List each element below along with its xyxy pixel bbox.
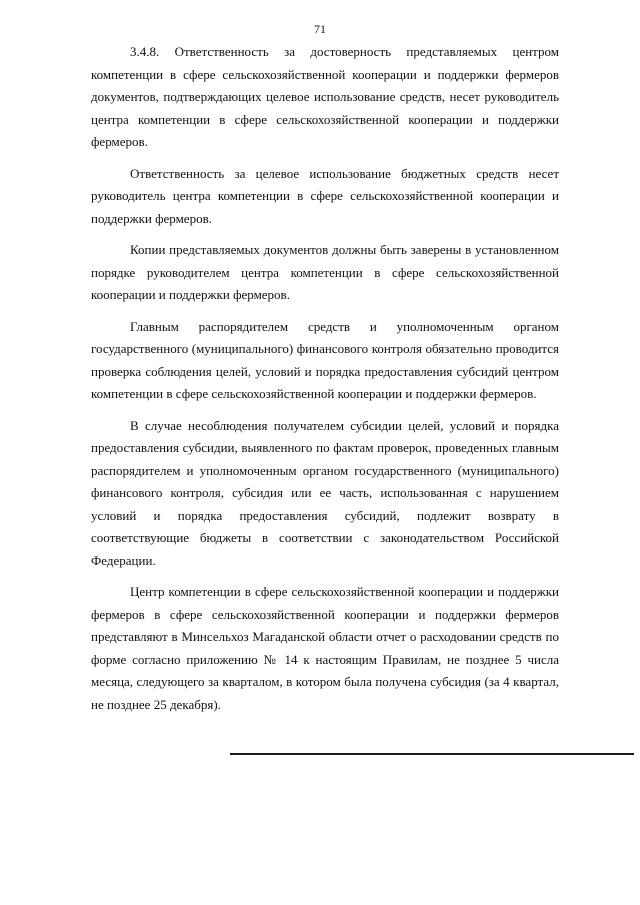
paragraph-reporting: Центр компетенции в сфере сельскохозяйственной кооперации и поддержки фермеров в сфере сельскохозяйственной кооперации и поддержки фермеров представляют в Минсельхоз Магаданской области отчет о расходовании средств по форме согласно приложению № 14 к настоящим Правилам, не позднее 5 числа месяца, следующего за кварталом, в котором была получена субсидия (за 4 квартал, не позднее 25 декабря).	[91, 584, 559, 712]
horizontal-divider	[230, 753, 634, 755]
paragraph-subsidy-return: В случае несоблюдения получателем субсидии целей, условий и порядка предоставления субсидии, выявленного по фактам проверок, проведенных главным распорядителем и уполномоченным органом государственного (муниципального) финансового контроля, субсидия или ее часть, использованная с нарушением условий и порядка предоставления субсидий, подлежит возврату в соответствующие бюджеты в соответствии с законодательством Российской Федерации.	[91, 417, 559, 568]
page-number: 71	[314, 22, 326, 36]
document-body	[91, 41, 559, 725]
paragraph-budget-responsibility: Ответственность за целевое использование бюджетных средств несет руководитель центра компетенции в сфере сельскохозяйственной кооперации и поддержки фермеров.	[91, 165, 559, 226]
paragraph-document-copies: Копии представляемых документов должны быть заверены в установленном порядке руководителем центра компетенции в сфере сельскохозяйственной кооперации и поддержки фермеров.	[91, 242, 559, 302]
paragraph-inspection: Главным распорядителем средств и уполномоченным органом государственного (муниципального) финансового контроля обязательно проводится проверка соблюдения целей, условий и порядка предоставления субсидий центром компетенции в сфере сельскохозяйственной кооперации и поддержки фермеров.	[91, 318, 559, 401]
paragraph-3-4-8: 3.4.8. Ответственность за достоверность представляемых центром компетенции в сфере сельскохозяйственной кооперации и поддержки фермеров документов, подтверждающих целевое использование средств, несет руководитель центра компетенции в сфере сельскохозяйственной кооперации и поддержки фермеров.	[91, 44, 559, 149]
